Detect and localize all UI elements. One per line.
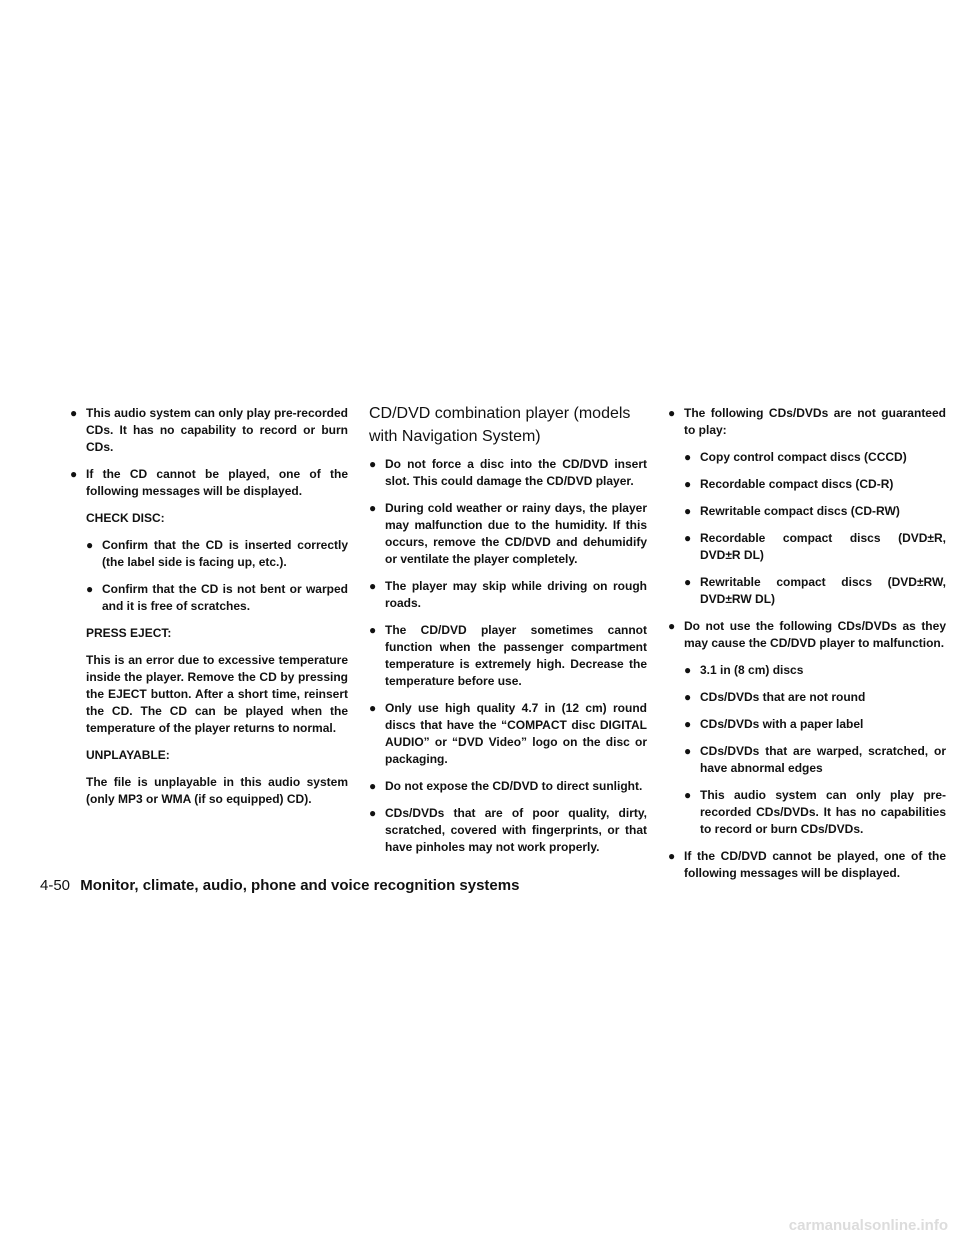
bullet-icon: ● bbox=[369, 701, 377, 715]
item-text: CDs/DVDs that are warped, scratched, or have abnormal edges bbox=[700, 744, 946, 775]
bullet-icon: ● bbox=[684, 575, 692, 589]
section-heading: CD/DVD combination player (models with Navigation System) bbox=[369, 405, 631, 445]
item-text: Confirm that the CD is not bent or warped and it is free of scratches. bbox=[102, 582, 348, 613]
item-text: The following CDs/DVDs are not guaranteed to play: bbox=[684, 406, 946, 437]
item-text: This audio system can only play pre-recorded CDs. It has no capability to record or burn CDs. bbox=[86, 406, 348, 454]
page-footer bbox=[40, 876, 519, 896]
chapter-title: Monitor, climate, audio, phone and voice recognition systems bbox=[80, 877, 520, 894]
message-label-check-disc: CHECK DISC: bbox=[86, 511, 165, 525]
bullet-icon: ● bbox=[684, 504, 692, 518]
item-text: 3.1 in (8 cm) discs bbox=[700, 663, 804, 677]
bullet-icon: ● bbox=[684, 450, 692, 464]
bullet-icon: ● bbox=[684, 477, 692, 491]
message-label-press-eject: PRESS EJECT: bbox=[86, 626, 172, 640]
item-text: The CD/DVD player sometimes cannot function when the passenger compartment temperature is extremely high. Decrease the temperature before use. bbox=[385, 623, 647, 688]
list-item bbox=[684, 574, 946, 608]
list-item bbox=[684, 503, 946, 520]
item-text: Do not expose the CD/DVD to direct sunlight. bbox=[385, 779, 643, 793]
list-item bbox=[369, 805, 647, 856]
bullet-icon: ● bbox=[86, 538, 94, 552]
item-text: Rewritable compact discs (DVD±RW, DVD±RW DL) bbox=[700, 575, 946, 606]
bullet-icon: ● bbox=[369, 623, 377, 637]
item-text: CDs/DVDs that are of poor quality, dirty, scratched, covered with fingerprints, or that have pinholes may not work properly. bbox=[385, 806, 647, 854]
list-item bbox=[684, 530, 946, 564]
message-label-unplayable: UNPLAYABLE: bbox=[86, 748, 170, 762]
item-text: If the CD/DVD cannot be played, one of the following messages will be displayed. bbox=[684, 849, 946, 880]
bullet-icon: ● bbox=[70, 467, 78, 481]
item-text: If the CD cannot be played, one of the following messages will be displayed. bbox=[86, 467, 348, 498]
bullet-icon: ● bbox=[684, 690, 692, 704]
list-item bbox=[684, 787, 946, 838]
item-text: Confirm that the CD is inserted correctly (the label side is facing up, etc.). bbox=[102, 538, 348, 569]
bullet-icon: ● bbox=[369, 457, 377, 471]
press-eject-description: This is an error due to excessive temperature inside the player. Remove the CD by pressing the EJECT button. After a short time, reinsert the CD. The CD can be played when the temperature of the player returns to normal. bbox=[86, 653, 348, 735]
bullet-icon: ● bbox=[70, 406, 78, 420]
list-item bbox=[86, 581, 348, 615]
column-2 bbox=[369, 402, 647, 866]
bullet-icon: ● bbox=[668, 406, 676, 420]
item-text: The player may skip while driving on rough roads. bbox=[385, 579, 647, 610]
item-text: This audio system can only play pre-recorded CDs/DVDs. It has no capabilities to record or burn CDs/DVDs. bbox=[700, 788, 946, 836]
item-text: Recordable compact discs (CD-R) bbox=[700, 477, 894, 491]
bullet-icon: ● bbox=[684, 663, 692, 677]
bullet-icon: ● bbox=[369, 779, 377, 793]
item-text: Recordable compact discs (DVD±R, DVD±R DL) bbox=[700, 531, 946, 562]
watermark: carmanualsonline.info bbox=[788, 1217, 948, 1234]
bullet-icon: ● bbox=[369, 501, 377, 515]
list-item bbox=[684, 476, 946, 493]
list-item bbox=[70, 466, 348, 500]
item-text: Rewritable compact discs (CD-RW) bbox=[700, 504, 900, 518]
bullet-icon: ● bbox=[684, 744, 692, 758]
list-item bbox=[668, 848, 946, 882]
item-text: Do not use the following CDs/DVDs as they may cause the CD/DVD player to malfunction. bbox=[684, 619, 946, 650]
list-item bbox=[668, 618, 946, 652]
list-item bbox=[369, 622, 647, 690]
bullet-icon: ● bbox=[668, 619, 676, 633]
list-item bbox=[369, 700, 647, 768]
column-3 bbox=[668, 405, 946, 892]
page-number: 4-50 bbox=[40, 877, 71, 894]
list-item bbox=[369, 456, 647, 490]
bullet-icon: ● bbox=[369, 806, 377, 820]
list-item bbox=[369, 500, 647, 568]
unplayable-description: The file is unplayable in this audio system (only MP3 or WMA (if so equipped) CD). bbox=[86, 775, 348, 806]
bullet-icon: ● bbox=[668, 849, 676, 863]
bullet-icon: ● bbox=[684, 531, 692, 545]
list-item bbox=[369, 578, 647, 612]
list-item bbox=[684, 449, 946, 466]
item-text: CDs/DVDs that are not round bbox=[700, 690, 866, 704]
list-item bbox=[668, 405, 946, 439]
list-item bbox=[86, 537, 348, 571]
column-1 bbox=[70, 405, 348, 818]
bullet-icon: ● bbox=[369, 579, 377, 593]
list-item bbox=[684, 689, 946, 706]
item-text: During cold weather or rainy days, the player may malfunction due to the humidity. If this occurs, remove the CD/DVD and dehumidify or ventilate the player completely. bbox=[385, 501, 647, 566]
item-text: Copy control compact discs (CCCD) bbox=[700, 450, 907, 464]
item-text: CDs/DVDs with a paper label bbox=[700, 717, 864, 731]
list-item bbox=[684, 662, 946, 679]
list-item bbox=[684, 743, 946, 777]
bullet-icon: ● bbox=[684, 717, 692, 731]
item-text: Do not force a disc into the CD/DVD insert slot. This could damage the CD/DVD player. bbox=[385, 457, 647, 488]
list-item bbox=[684, 716, 946, 733]
list-item bbox=[369, 778, 647, 795]
list-item bbox=[70, 405, 348, 456]
item-text: Only use high quality 4.7 in (12 cm) round discs that have the “COMPACT disc DIGITAL AUDIO” or “DVD Video” logo on the disc or packaging. bbox=[385, 701, 647, 766]
bullet-icon: ● bbox=[86, 582, 94, 596]
bullet-icon: ● bbox=[684, 788, 692, 802]
